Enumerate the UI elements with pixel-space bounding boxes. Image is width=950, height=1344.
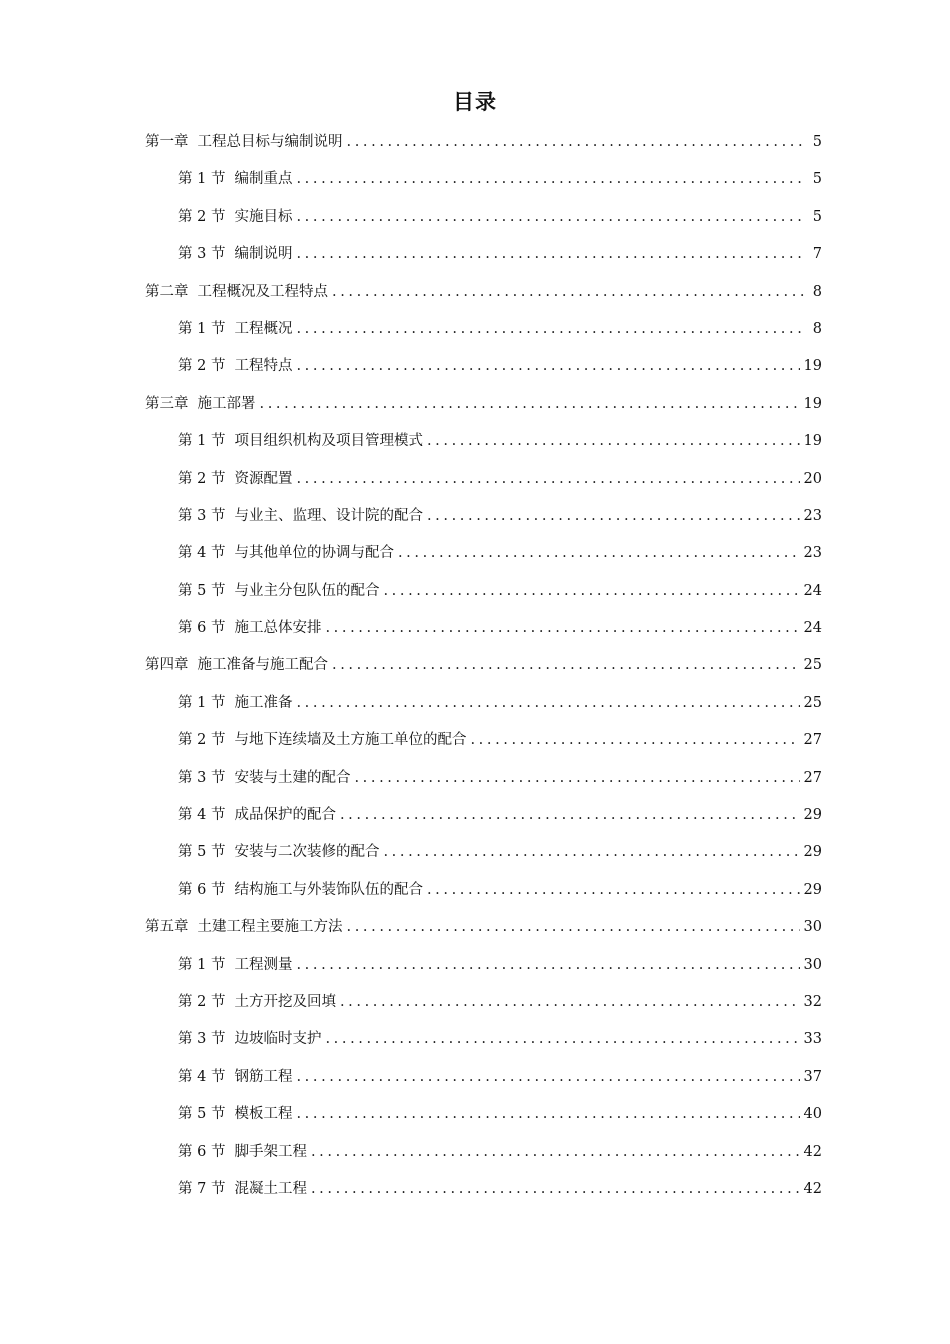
toc-entry-label [178, 199, 292, 236]
toc-entry-title: 与业主、监理、设计院的配合 [234, 507, 423, 524]
toc-page-number: 19 [803, 433, 822, 450]
toc-entry-title: 安装与二次装修的配合 [234, 844, 380, 861]
toc-dot-leader [427, 872, 800, 909]
toc-page-number: 29 [803, 844, 822, 861]
toc-entry-chapter[interactable] [0, 909, 950, 946]
toc-entry-title: 边坡临时支护 [234, 1031, 322, 1048]
toc-entry-number: 第 1 节 [178, 171, 226, 188]
toc-page-number: 25 [803, 657, 822, 674]
toc-entry-chapter[interactable] [0, 647, 950, 684]
toc-entry-title: 编制说明 [234, 246, 293, 263]
toc-entry-title: 施工部署 [197, 395, 256, 412]
toc-entry-section[interactable] [0, 685, 950, 722]
toc-entry-chapter[interactable] [0, 124, 950, 161]
toc-entry-title: 施工总体安排 [234, 620, 322, 637]
toc-entry-title: 工程特点 [234, 358, 293, 375]
toc-dot-leader [311, 1171, 800, 1208]
toc-dot-leader [427, 498, 800, 535]
toc-entry-title: 结构施工与外装饰队伍的配合 [234, 881, 423, 898]
toc-entry-title: 工程测量 [234, 956, 293, 973]
toc-entry-number: 第 3 节 [178, 1031, 226, 1048]
toc-entry-label [145, 647, 328, 684]
toc-entry-number: 第二章 [145, 283, 189, 300]
toc-entry-number: 第 6 节 [178, 620, 226, 637]
toc-entry-section[interactable] [0, 535, 950, 572]
toc-page-number: 7 [812, 246, 822, 263]
toc-entry-section[interactable] [0, 1021, 950, 1058]
toc-dot-leader [311, 1134, 800, 1171]
toc-entry-label [178, 760, 350, 797]
toc-page-number: 19 [803, 358, 822, 375]
toc-entry-number: 第 4 节 [178, 807, 226, 824]
toc-dot-leader [398, 535, 800, 572]
toc-page-number: 24 [803, 582, 822, 599]
toc-dot-leader [296, 947, 799, 984]
toc-dot-leader [296, 161, 806, 198]
toc-entry-label [178, 1021, 321, 1058]
toc-entry-number: 第 4 节 [178, 1068, 226, 1085]
toc-entry-label [178, 423, 423, 460]
toc-page-number: 19 [803, 395, 822, 412]
toc-page-number: 32 [803, 993, 822, 1010]
toc-dot-leader [332, 647, 800, 684]
toc-entry-label [178, 872, 423, 909]
toc-entry-label [178, 984, 336, 1021]
toc-page-number: 23 [803, 545, 822, 562]
toc-entry-title: 施工准备与施工配合 [197, 657, 328, 674]
toc-entry-label [178, 1134, 307, 1171]
toc-entry-section[interactable] [0, 1096, 950, 1133]
toc-page-number: 29 [803, 881, 822, 898]
toc-page-number: 5 [812, 208, 822, 225]
toc-dot-leader [347, 124, 807, 161]
toc-entry-label [178, 573, 379, 610]
toc-entry-section[interactable] [0, 1171, 950, 1208]
toc-entry-section[interactable] [0, 722, 950, 759]
toc-entry-number: 第 3 节 [178, 769, 226, 786]
toc-entry-label [178, 947, 292, 984]
toc-entry-title: 模板工程 [234, 1106, 293, 1123]
toc-entry-title: 工程概况及工程特点 [197, 283, 328, 300]
toc-entry-number: 第 2 节 [178, 208, 226, 225]
toc-entry-section[interactable] [0, 199, 950, 236]
toc-entry-label [178, 461, 292, 498]
toc-entry-section[interactable] [0, 161, 950, 198]
toc-entry-label [178, 535, 394, 572]
toc-entry-section[interactable] [0, 947, 950, 984]
toc-entry-number: 第 2 节 [178, 358, 226, 375]
toc-entry-number: 第 7 节 [178, 1180, 226, 1197]
toc-entry-title: 实施目标 [234, 208, 293, 225]
toc-entry-section[interactable] [0, 573, 950, 610]
toc-entry-number: 第五章 [145, 919, 189, 936]
toc-page-number: 27 [803, 732, 822, 749]
toc-page-number: 5 [812, 171, 822, 188]
toc-entry-label [178, 797, 336, 834]
toc-page-number: 8 [812, 283, 822, 300]
toc-entry-label [178, 685, 292, 722]
toc-entry-section[interactable] [0, 797, 950, 834]
toc-page-number: 37 [803, 1068, 822, 1085]
toc-entry-chapter[interactable] [0, 274, 950, 311]
toc-dot-leader [296, 348, 799, 385]
toc-entry-number: 第 6 节 [178, 881, 226, 898]
toc-dot-leader [332, 274, 806, 311]
toc-page-number: 33 [803, 1031, 822, 1048]
toc-dot-leader [340, 984, 800, 1021]
toc-entry-title: 与业主分包队伍的配合 [234, 582, 380, 599]
toc-page-number: 42 [803, 1180, 822, 1197]
toc-entry-number: 第 3 节 [178, 246, 226, 263]
toc-entry-number: 第 2 节 [178, 993, 226, 1010]
toc-entry-title: 工程总目标与编制说明 [197, 134, 343, 150]
toc-entry-section[interactable] [0, 610, 950, 647]
toc-dot-leader [296, 199, 806, 236]
toc-dot-leader [383, 573, 799, 610]
toc-entry-title: 土方开挖及回填 [234, 993, 336, 1010]
toc-entry-label [145, 386, 256, 423]
toc-entry-label [145, 274, 328, 311]
toc-entry-title: 混凝土工程 [234, 1180, 307, 1197]
toc-entry-number: 第四章 [145, 657, 189, 674]
toc-page-number: 29 [803, 807, 822, 824]
toc-page-number: 30 [803, 919, 822, 936]
toc-dot-leader [296, 311, 806, 348]
toc-dot-leader [296, 1096, 799, 1133]
toc-page-number: 25 [803, 694, 822, 711]
toc-entry-title: 成品保护的配合 [234, 807, 336, 824]
toc-entry-number: 第 1 节 [178, 320, 226, 337]
toc-dot-leader [354, 760, 799, 797]
toc-entry-label [145, 124, 343, 161]
toc-dot-leader [260, 386, 800, 423]
toc-entry-label [178, 348, 292, 385]
toc-page-number: 5 [812, 134, 822, 150]
toc-entry-label [178, 161, 292, 198]
toc-entry-title: 与地下连续墙及土方施工单位的配合 [234, 732, 467, 749]
toc-entry-number: 第 3 节 [178, 507, 226, 524]
toc-entry-title: 项目组织机构及项目管理模式 [234, 433, 423, 450]
toc-entry-title: 脚手架工程 [234, 1143, 307, 1160]
toc-page-number: 40 [803, 1106, 822, 1123]
toc-entry-title: 土建工程主要施工方法 [197, 919, 343, 936]
toc-entry-number: 第 1 节 [178, 956, 226, 973]
toc-entry-number: 第 6 节 [178, 1143, 226, 1160]
toc-entry-section[interactable] [0, 1059, 950, 1096]
toc-dot-leader [325, 1021, 799, 1058]
toc-entry-section[interactable] [0, 984, 950, 1021]
toc-entry-chapter[interactable] [0, 386, 950, 423]
toc-entry-number: 第 5 节 [178, 1106, 226, 1123]
toc-entry-label [178, 1171, 307, 1208]
toc-entry-section[interactable] [0, 1134, 950, 1171]
toc-entry-number: 第 2 节 [178, 732, 226, 749]
toc-page-number: 27 [803, 769, 822, 786]
toc-entry-label [178, 722, 466, 759]
toc-page-number: 30 [803, 956, 822, 973]
toc-entry-title: 编制重点 [234, 171, 293, 188]
toc-entry-section[interactable] [0, 423, 950, 460]
toc-dot-leader [347, 909, 800, 946]
toc-entry-label [178, 236, 292, 273]
toc-dot-leader [296, 461, 799, 498]
toc-entry-number: 第 1 节 [178, 433, 226, 450]
toc-entry-title: 工程概况 [234, 320, 293, 337]
toc-entry-section[interactable] [0, 236, 950, 273]
toc-entry-number: 第 5 节 [178, 844, 226, 861]
toc-entry-label [178, 834, 379, 871]
toc-entry-section[interactable] [0, 498, 950, 535]
toc-entry-label [178, 1096, 292, 1133]
toc-entry-title: 钢筋工程 [234, 1068, 293, 1085]
toc-dot-leader [340, 797, 800, 834]
toc-entry-title: 施工准备 [234, 694, 293, 711]
toc-entry-number: 第一章 [145, 134, 189, 150]
toc-page-number: 8 [812, 320, 822, 337]
toc-entry-section[interactable] [0, 760, 950, 797]
toc-entry-label [178, 311, 292, 348]
toc-entry-section[interactable] [0, 461, 950, 498]
toc-entry-section[interactable] [0, 834, 950, 871]
toc-entry-number: 第 5 节 [178, 582, 226, 599]
toc-entry-label [145, 909, 343, 946]
toc-entry-number: 第 1 节 [178, 694, 226, 711]
toc-entry-number: 第 2 节 [178, 470, 226, 487]
toc-dot-leader [296, 685, 799, 722]
toc-dot-leader [383, 834, 799, 871]
toc-page-number: 24 [803, 620, 822, 637]
toc-entry-section[interactable] [0, 872, 950, 909]
toc-dot-leader [427, 423, 800, 460]
toc-entry-title: 与其他单位的协调与配合 [234, 545, 394, 562]
toc-entry-section[interactable] [0, 348, 950, 385]
toc-entry-label [178, 610, 321, 647]
toc-entry-label [178, 1059, 292, 1096]
toc-entry-title: 安装与土建的配合 [234, 769, 351, 786]
toc-dot-leader [296, 1059, 799, 1096]
toc-entry-number: 第 4 节 [178, 545, 226, 562]
toc-title: 目录 [453, 90, 497, 114]
toc-dot-leader [296, 236, 806, 273]
toc-page-number: 42 [803, 1143, 822, 1160]
toc-entry-number: 第三章 [145, 395, 189, 412]
toc-dot-leader [470, 722, 799, 759]
toc-page-number: 20 [803, 470, 822, 487]
toc-page-number: 23 [803, 507, 822, 524]
toc-entry-title: 资源配置 [234, 470, 293, 487]
toc-entry-label [178, 498, 423, 535]
toc-entry-section[interactable] [0, 311, 950, 348]
toc-list [0, 124, 950, 1208]
toc-dot-leader [325, 610, 799, 647]
